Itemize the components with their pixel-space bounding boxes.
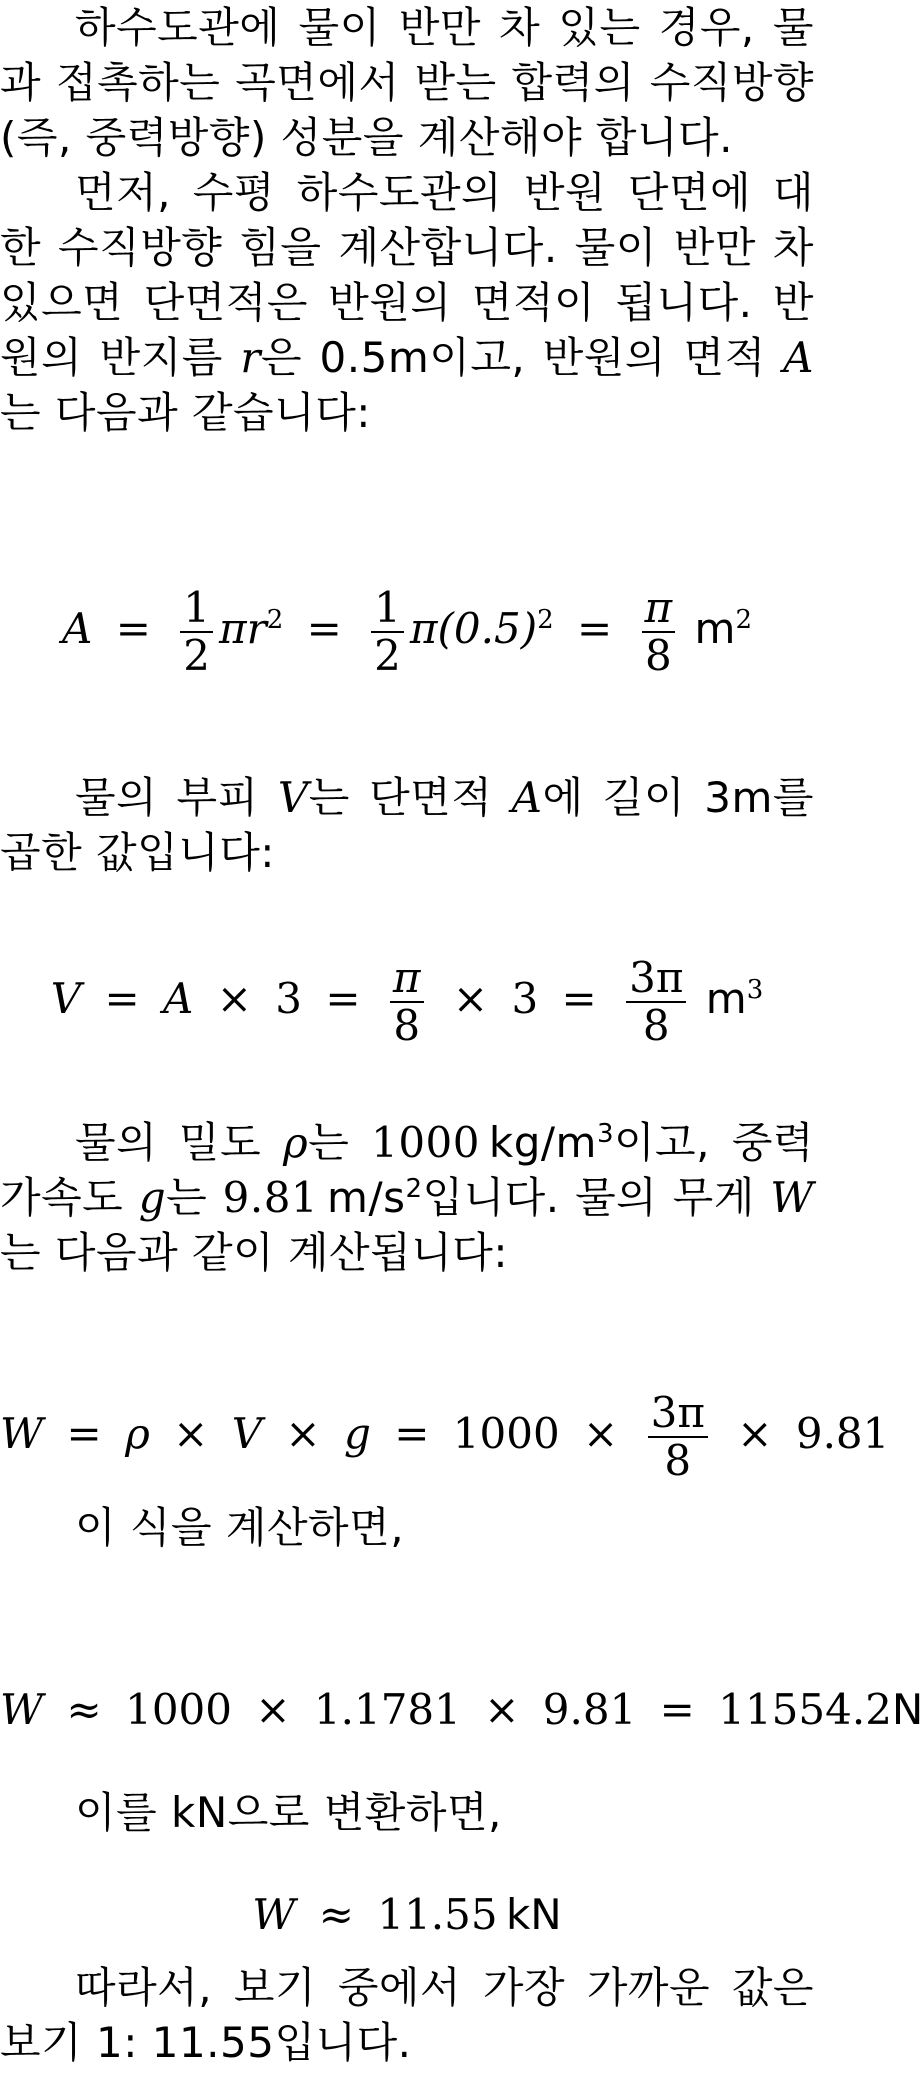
eq3-fraction: $\frac{3\pi}{8}$	[648, 1390, 708, 1484]
eq1-lhs: A	[62, 604, 93, 653]
eq1-term-2: π(0.5)	[409, 604, 538, 653]
eq3-lhs: W	[0, 1409, 44, 1458]
equation-result-n: W ≈ 1000 × 1.1781 × 9.81 = 11554.2N	[0, 1685, 923, 1734]
radius-symbol: r	[240, 333, 261, 382]
equation-weight: W = ρ × V × g = 1000 × $\frac{3\pi}{8}$ × 9.81	[0, 1388, 890, 1485]
compute-text: 이 식을 계산하면,	[75, 1503, 405, 1552]
intro-text: 하수도관에 물이 반만 차 있는 경우, 물과 접촉하는 곡면에서 받는 합력의 수직방향(즉, 중력방향) 성분을 계산해야 합니다.	[0, 3, 814, 162]
eq3-density-value: 1000	[452, 1409, 560, 1458]
eq1-fraction-2: $\frac{1}{2}$	[371, 585, 404, 679]
density-value: 1000	[371, 1118, 480, 1167]
volume-symbol: V	[277, 773, 309, 822]
eq2-lhs: V	[50, 974, 82, 1023]
eq1-unit: m	[694, 604, 736, 653]
paragraph-area	[0, 165, 814, 440]
eq3-gravity-value: 9.81	[795, 1409, 890, 1458]
paragraph-intro	[0, 0, 814, 165]
eq2-fraction-2: $\frac{3\pi}{8}$	[626, 955, 686, 1049]
paragraph-weight: 물의 밀도 ρ는 1000 $kg/m^3$이고, 중력가속도 g는 9.81 $m/s^2$입니다. 물의 무게 W는 다음과 같이 계산됩니다:	[0, 1118, 814, 1277]
eq5-result: 11.55	[377, 1890, 498, 1939]
volume-text-b: 는 단면적	[308, 773, 512, 822]
weight-text-e: 입니다. 물의 무게	[422, 1173, 771, 1222]
eq3-gravity: g	[343, 1409, 371, 1458]
eq2-area: A	[163, 974, 194, 1023]
paragraph-convert	[0, 1785, 814, 1840]
area-text-c: 는 다음과 같습니다:	[0, 388, 371, 437]
eq3-volume: V	[231, 1409, 263, 1458]
volume-text-a: 물의 부피	[75, 773, 278, 822]
equation-area: A = $\frac{1}{2}$ $\pi r^2$ = $\frac{1}{2}$ $\pi(0.5)^2$ = $\frac{\pi}{8}$ $m^2$	[62, 583, 752, 680]
eq2-fraction-1: $\frac{\pi}{8}$	[390, 955, 424, 1049]
eq1-fraction-3: $\frac{\pi}{8}$	[642, 585, 676, 679]
conclusion-text: 따라서, 보기 중에서 가장 가까운 값은 보기 1: 11.55입니다.	[0, 1963, 814, 2067]
gravity-value: 9.81	[222, 1173, 319, 1222]
weight-symbol: W	[770, 1173, 814, 1222]
area-symbol-2: A	[511, 773, 543, 822]
eq1-term-1: πr	[219, 604, 267, 653]
eq2-unit: m	[705, 974, 747, 1023]
paragraph-volume	[0, 770, 814, 880]
weight-text-c: 이고, 중력가속도	[0, 1118, 814, 1222]
eq3-rho: ρ	[125, 1409, 150, 1458]
eq2-length: 3	[275, 974, 302, 1023]
area-symbol: A	[783, 333, 814, 382]
gravity-symbol: g	[138, 1173, 167, 1222]
eq4-value-b: 1.1781	[313, 1685, 461, 1734]
paragraph-compute	[0, 1500, 814, 1555]
eq5-lhs: W	[252, 1890, 296, 1939]
equation-result-kn: W ≈ 11.55 kN	[252, 1890, 562, 1939]
convert-text: 이를 kN으로 변환하면,	[75, 1788, 502, 1837]
area-text-a: 먼저, 수평 하수도관의 반원 단면에 대한 수직방향 힘을 계산합니다. 물이 반만 차 있으면 단면적은 반원의 면적이 됩니다. 반원의 반지름	[0, 168, 814, 382]
gravity-unit: m/s	[327, 1173, 406, 1222]
weight-text-a: 물의 밀도	[75, 1118, 283, 1167]
eq1-fraction-1: $\frac{1}{2}$	[180, 585, 213, 679]
weight-text-d: 는	[166, 1173, 223, 1222]
weight-text-b: 는	[308, 1118, 372, 1167]
volume-text-c: 에 길이 3m를 곱한 값입니다:	[0, 773, 814, 877]
eq4-value-c: 9.81	[542, 1685, 637, 1734]
area-text-b: 은 0.5m이고, 반원의 면적	[260, 333, 784, 382]
eq4-lhs: W	[0, 1685, 44, 1734]
eq5-unit: kN	[505, 1890, 562, 1939]
eq4-result: 11554.2	[718, 1685, 892, 1734]
density-symbol: ρ	[282, 1118, 309, 1167]
paragraph-conclusion	[0, 1960, 814, 2070]
eq4-value-a: 1000	[125, 1685, 232, 1734]
eq2-length-2: 3	[511, 974, 539, 1023]
weight-text-f: 는 다음과 같이 계산됩니다:	[0, 1228, 508, 1277]
equation-volume: V = A × 3 = $\frac{\pi}{8}$ × 3 = $\frac{3\pi}{8}$ $m^3$	[50, 953, 764, 1050]
density-unit: kg/m	[488, 1118, 597, 1167]
eq4-unit: N	[891, 1685, 923, 1734]
